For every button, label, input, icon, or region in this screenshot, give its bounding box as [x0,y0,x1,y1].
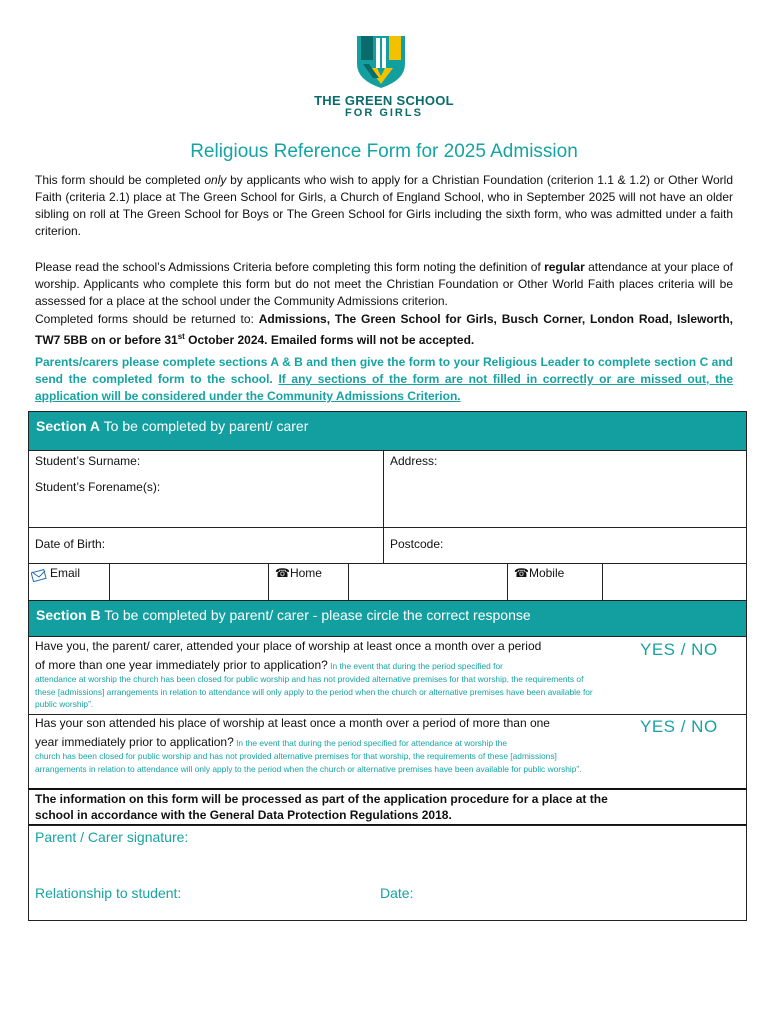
question-1-note: attendance at worship the church has been closed for public worship and has not provided alternative premises for that worship, the requirements of these [admissions] arrangements in relation to attendance will only apply to the period when the church or alternative premises have been available for public worship”. [35,674,593,709]
intro-paragraph-1: This form should be completed only by applicants who wish to apply for a Christian Foundation (criterion 1.1 & 1.2) or Other World Faith (criteria 2.1) place at The Green School for Girls, a Church of England School, who in September 2025 will not have an older sibling on roll at The Green School for Boys or The Green School for Girls including the sixth form, who was admitted under a faith criterion. [35,173,733,238]
home-label: ☎Home [275,566,322,580]
school-crest-logo [355,34,407,90]
intro-paragraph-4: Parents/carers please complete sections A & B and then give the form to your Religious Leader to complete section C and send the completed form to the school. If any sections of the form are not filled in correctly or are missed out, the application will be considered under the Community Admissions Criterion. [35,355,734,403]
address-label: Address: [390,454,438,468]
gdpr-notice: The information on this form will be processed as part of the application procedure for a place at the school in accordance with the General Data Protection Regulations 2018. [35,792,608,822]
mobile-input-cell[interactable] [602,563,747,601]
question-2-text: Has your son attended his place of worship at least once a month over a period of more than one year immediately prior to application? In the event that during the period specified for attendance at worship the [35,716,550,749]
intro-paragraph-2: Please read the school’s Admissions Criteria before completing this form noting the definition of regular attendance at your place of worship. Applicants who complete this form but do not meet the Christian Foundation or Other World Faith places criteria will be assessed for a place at the school under the Community Admissions criterion. [35,260,733,308]
forename-label: Student’s Forename(s): [35,480,161,494]
school-name: THE GREEN SCHOOL [314,93,454,108]
address-cell[interactable] [383,450,747,528]
dob-label: Date of Birth: [35,537,106,551]
phone-icon: ☎ [514,566,529,580]
intro-paragraph-3: Completed forms should be returned to: Admissions, The Green School for Girls, Busch Corner, London Road, Isleworth, TW7 5BB on or before 31st October 2024. Emailed forms will not be accepted. [35,312,733,347]
section-a-header: Section A To be completed by parent/ carer [28,411,747,451]
signature-label: Parent / Carer signature: [35,829,189,845]
postcode-label: Postcode: [390,537,444,551]
question-1-yes-no[interactable]: YES / NO [640,640,718,659]
question-1-text: Have you, the parent/ carer, attended your place of worship at least once a month over a period of more than one year immediately prior to application? In the event that during the period specified for [35,639,542,672]
page-title: Religious Reference Form for 2025 Admission [190,141,578,162]
question-2-note: church has been closed for public worship and has not provided alternative premises for that worship, the requirements of these [admissions] arrangements in relation to attendance will only apply to the period when the church or alternative premises have been available for public worship”. [35,751,582,774]
relationship-label: Relationship to student: [35,885,182,901]
school-subtitle: FOR GIRLS [345,107,423,119]
email-label: Email [50,566,81,580]
email-input-cell[interactable] [109,563,269,601]
date-label: Date: [380,885,414,901]
phone-icon: ☎ [275,566,290,580]
surname-label: Student’s Surname: [35,454,141,468]
section-b-header: Section B To be completed by parent/ carer - please circle the correct response [28,600,747,637]
email-icon [31,569,47,582]
question-2-yes-no[interactable]: YES / NO [640,717,718,736]
home-input-cell[interactable] [348,563,508,601]
mobile-label: ☎Mobile [514,566,565,580]
